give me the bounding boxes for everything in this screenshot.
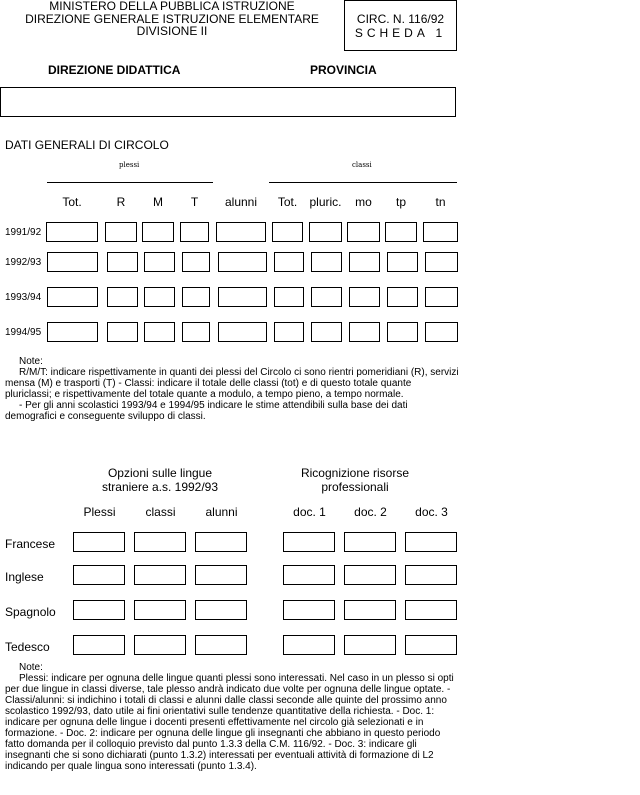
- input-tn[interactable]: [425, 322, 458, 342]
- input-alunni[interactable]: [218, 287, 267, 307]
- section-title-risorse: [280, 466, 430, 494]
- col-header-m: M: [153, 195, 163, 209]
- col-header-tp: tp: [395, 195, 406, 209]
- input-doc2[interactable]: [344, 635, 396, 655]
- direzione-provincia-field[interactable]: [0, 87, 456, 117]
- col-header-plessi: Plessi: [83, 505, 116, 519]
- input-r[interactable]: [107, 252, 138, 272]
- input-alunni[interactable]: [195, 565, 247, 585]
- form-id: SCHEDA 1: [354, 26, 447, 40]
- input-classi[interactable]: [134, 600, 186, 620]
- circular-number: CIRC. N. 116/92: [356, 12, 445, 26]
- notes-section-1: [5, 356, 460, 422]
- note-paragraph: R/M/T: indicare rispettivamente in quanti dei plessi del Circolo ci sono rientri pomeridiani (R), servizi mensa (M) e trasporti (T) - Classi: indicare il totale delle classi (tot) e di questo totale quante pluriclassi; e rispettivamente del totale quante a modulo, a tempo pieno, a tempo normale.: [5, 367, 459, 400]
- input-t[interactable]: [180, 222, 209, 242]
- input-classi-tot[interactable]: [274, 322, 304, 342]
- input-t[interactable]: [182, 322, 210, 342]
- note-paragraph: - Per gli anni scolastici 1993/94 e 1994/95 indicare le stime attendibili sulla base dei dati demografici e conseguente sviluppo di classi.: [5, 400, 408, 422]
- input-classi-tot[interactable]: [272, 222, 303, 242]
- col-header-t: T: [190, 195, 199, 209]
- input-m[interactable]: [142, 222, 174, 242]
- input-doc1[interactable]: [283, 600, 335, 620]
- header-line-1: MINISTERO DELLA PUBBLICA ISTRUZIONE: [49, 0, 295, 13]
- input-pluric[interactable]: [309, 222, 342, 242]
- header-line-3: DIVISIONE II: [136, 24, 208, 38]
- input-r[interactable]: [105, 222, 137, 242]
- col-header-r: R: [116, 195, 126, 209]
- input-classi[interactable]: [134, 532, 186, 552]
- input-plessi[interactable]: [73, 600, 125, 620]
- input-m[interactable]: [144, 287, 175, 307]
- input-alunni[interactable]: [195, 532, 247, 552]
- input-classi-tot[interactable]: [274, 252, 304, 272]
- input-tn[interactable]: [423, 222, 458, 242]
- input-t[interactable]: [182, 287, 210, 307]
- input-tn[interactable]: [425, 252, 458, 272]
- col-header-doc2: doc. 2: [354, 505, 387, 519]
- input-tp[interactable]: [387, 287, 418, 307]
- note-title: Note:: [19, 356, 43, 367]
- section-title-line: Opzioni sulle lingue: [107, 466, 213, 480]
- col-header-alunni: alunni: [205, 505, 238, 519]
- input-classi[interactable]: [134, 635, 186, 655]
- input-mo[interactable]: [347, 222, 380, 242]
- input-plessi-tot[interactable]: [47, 287, 98, 307]
- input-pluric[interactable]: [311, 252, 342, 272]
- input-alunni[interactable]: [218, 252, 267, 272]
- input-plessi-tot[interactable]: [47, 252, 98, 272]
- section-title-line: Ricognizione risorse: [300, 466, 410, 480]
- input-doc3[interactable]: [405, 532, 457, 552]
- section-title-line: straniere a.s. 1992/93: [101, 480, 219, 494]
- direzione-didattica-label: DIREZIONE DIDATTICA: [48, 63, 181, 77]
- input-r[interactable]: [107, 287, 138, 307]
- language-label-francese: Francese: [5, 537, 56, 551]
- input-doc3[interactable]: [405, 600, 457, 620]
- year-label: 1992/93: [5, 257, 42, 268]
- classi-divider: [269, 182, 457, 183]
- input-m[interactable]: [144, 322, 175, 342]
- col-header-tn: tn: [435, 195, 446, 209]
- input-mo[interactable]: [349, 322, 380, 342]
- year-label: 1994/95: [5, 327, 42, 338]
- input-plessi[interactable]: [73, 532, 125, 552]
- input-tp[interactable]: [387, 252, 418, 272]
- col-header-doc3: doc. 3: [415, 505, 448, 519]
- language-label-tedesco: Tedesco: [5, 640, 50, 654]
- col-header-pluric: pluric.: [309, 195, 342, 209]
- col-header-classi-tot: Tot.: [277, 195, 298, 209]
- input-alunni[interactable]: [216, 222, 266, 242]
- section-title-lingue: [80, 466, 240, 494]
- circular-box: [344, 0, 457, 51]
- input-t[interactable]: [182, 252, 210, 272]
- input-doc3[interactable]: [405, 635, 457, 655]
- group-label-plessi: plessi: [119, 161, 140, 169]
- input-doc1[interactable]: [283, 565, 335, 585]
- input-pluric[interactable]: [311, 322, 342, 342]
- input-pluric[interactable]: [311, 287, 342, 307]
- col-header-alunni: alunni: [224, 195, 258, 209]
- input-classi-tot[interactable]: [274, 287, 304, 307]
- input-doc1[interactable]: [283, 635, 335, 655]
- input-m[interactable]: [144, 252, 175, 272]
- section-title-dati-generali: DATI GENERALI DI CIRCOLO: [5, 138, 169, 152]
- year-label: 1991/92: [5, 227, 42, 238]
- plessi-divider: [47, 182, 213, 183]
- input-tp[interactable]: [387, 322, 418, 342]
- input-doc2[interactable]: [344, 600, 396, 620]
- group-label-classi: classi: [352, 161, 372, 169]
- notes-section-2: [5, 662, 460, 772]
- input-classi[interactable]: [134, 565, 186, 585]
- input-tn[interactable]: [425, 287, 458, 307]
- input-plessi[interactable]: [73, 565, 125, 585]
- input-alunni[interactable]: [218, 322, 267, 342]
- col-header-classi: classi: [145, 505, 176, 519]
- note-title: Note:: [19, 662, 43, 673]
- input-r[interactable]: [107, 322, 138, 342]
- input-mo[interactable]: [349, 287, 380, 307]
- input-mo[interactable]: [349, 252, 380, 272]
- input-doc2[interactable]: [344, 532, 396, 552]
- input-plessi-tot[interactable]: [47, 322, 98, 342]
- col-header-plessi-tot: Tot.: [62, 195, 82, 209]
- ministry-header: [0, 0, 344, 38]
- language-label-spagnolo: Spagnolo: [5, 605, 56, 619]
- input-plessi-tot[interactable]: [46, 222, 98, 242]
- input-doc2[interactable]: [344, 565, 396, 585]
- provincia-label: PROVINCIA: [310, 63, 377, 77]
- year-label: 1993/94: [5, 292, 42, 303]
- input-doc3[interactable]: [405, 565, 457, 585]
- col-header-doc1: doc. 1: [293, 505, 326, 519]
- section-title-line: professionali: [321, 480, 389, 494]
- input-doc1[interactable]: [283, 532, 335, 552]
- input-plessi[interactable]: [73, 635, 125, 655]
- input-alunni[interactable]: [195, 635, 247, 655]
- note-paragraph: Plessi: indicare per ognuna delle lingue quanti plessi sono interessati. Nel caso in un plesso si opti per due lingue in classi diverse, tale plesso andrà indicato due volte per ognuna delle lingue optate. - Classi/alunni: si indichino i totali di classi e alunni dalle classi seconde alle quinte del prossimo anno scolastico 1992/93, dato utile ai fini orientativi sulle tendenze quantitative della richiesta. - Doc. 1: indicare per ognuna delle lingue i docenti presenti effettivamente nel circolo già selezionati e in formazione. - Doc. 2: indicare per ognuna delle lingue gli insegnanti che abbiano in questo periodo fatto domanda per il colloquio previsto dal punto 1.3.3 della C.M. 116/92. - Doc. 3: indicare gli insegnanti che si sono dichiarati (punto 1.3.2) interessati per eventuali attività di formazione di L2 indicando per quale lingua sono interessati (punto 1.3.4).: [5, 673, 454, 772]
- header-line-2: DIREZIONE GENERALE ISTRUZIONE ELEMENTARE: [25, 11, 319, 26]
- col-header-mo: mo: [355, 195, 372, 209]
- language-label-inglese: Inglese: [5, 570, 44, 584]
- input-tp[interactable]: [385, 222, 417, 242]
- input-alunni[interactable]: [195, 600, 247, 620]
